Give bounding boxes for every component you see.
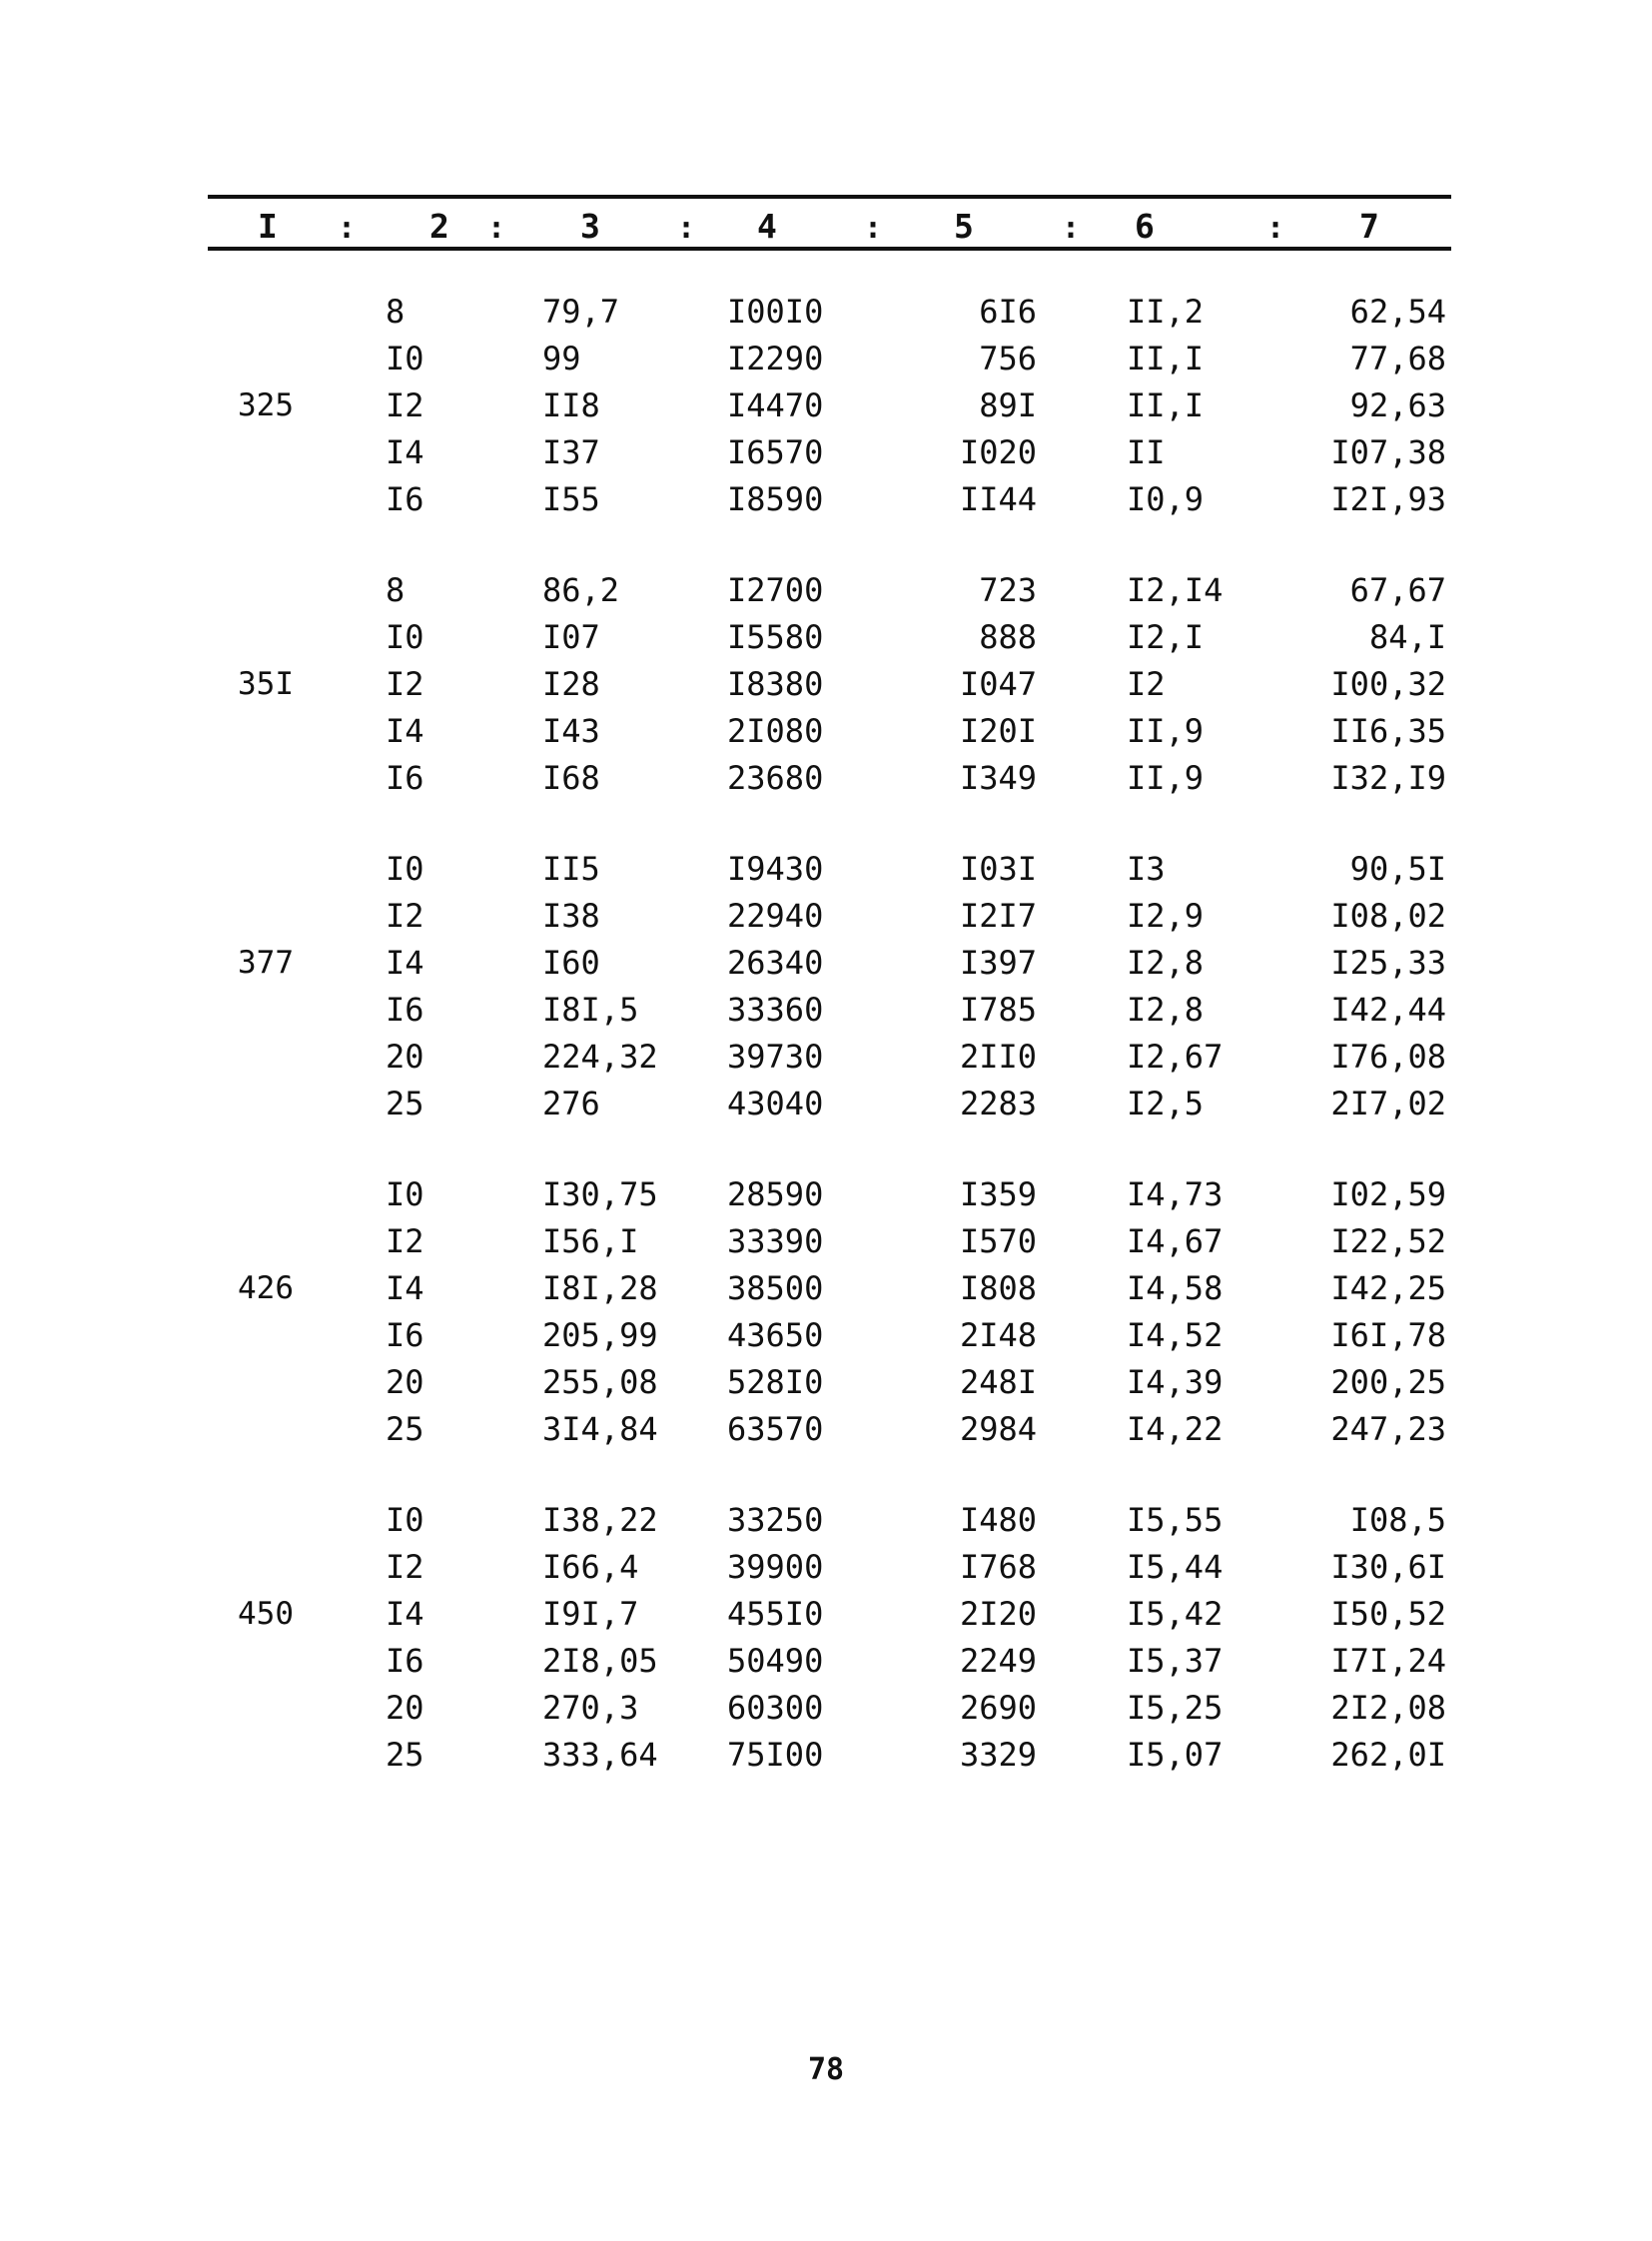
col-6-cell: I4,39 [1127,1363,1224,1401]
diameter-cell: 35I [238,666,294,702]
col-3-cell: 2I8,05 [542,1642,658,1680]
col-5-cell: 888 [979,618,1037,656]
wall-thickness-cell: I4 [386,433,424,471]
table-row [208,1544,1451,1591]
col-7-cell: 62,54 [1349,293,1446,331]
col-7-cell: 2I7,02 [1330,1085,1446,1122]
col-5-cell: 723 [979,571,1037,609]
col-6-cell: I4,22 [1127,1410,1224,1448]
table-row [208,567,1451,614]
col-6-cell: I4,52 [1127,1316,1224,1354]
diameter-cell: 325 [238,387,294,423]
col-3-cell: 205,99 [542,1316,658,1354]
table-row [208,1265,1451,1312]
table-header-row [208,209,1451,245]
col-7-cell: I42,25 [1330,1269,1446,1307]
table-row [208,708,1451,755]
wall-thickness-cell: 25 [386,1410,424,1448]
row-group [208,1497,1451,1779]
col-6-cell: II,I [1127,386,1205,424]
wall-thickness-cell: I0 [386,340,424,377]
col-4-cell: 2I080 [727,712,824,750]
col-6-cell: I4,67 [1127,1222,1224,1260]
col-7-cell: I76,08 [1330,1038,1446,1076]
table-row [208,476,1451,523]
wall-thickness-cell: 20 [386,1038,424,1076]
col-6-cell: I5,37 [1127,1642,1224,1680]
table-row [208,1685,1451,1732]
row-group [208,567,1451,802]
col-7-cell: 67,67 [1349,571,1446,609]
col-3-cell: I07 [542,618,600,656]
col-4-cell: 60300 [727,1689,824,1727]
col-3-cell: I9I,7 [542,1595,639,1633]
col-5-cell: 2283 [959,1085,1037,1122]
col-7-cell: 90,5I [1349,850,1446,888]
row-group [208,1171,1451,1453]
col-4-cell: 33250 [727,1501,824,1539]
diameter-cell: 377 [238,945,294,981]
table-row [208,336,1451,382]
col-3-cell: I28 [542,665,600,703]
col-7-cell: I07,38 [1330,433,1446,471]
col-3-cell: I37 [542,433,600,471]
wall-thickness-cell: I4 [386,1269,424,1307]
header-separator: : [1062,211,1081,246]
col-6-cell: I2,67 [1127,1038,1224,1076]
col-3-cell: I60 [542,944,600,982]
table-row [208,893,1451,940]
col-6-cell: II,9 [1127,759,1205,797]
col-6-cell: I5,25 [1127,1689,1224,1727]
col-5-cell: 6I6 [979,293,1037,331]
col-7-cell: 77,68 [1349,340,1446,377]
col-5-cell: I768 [959,1548,1037,1586]
table-row [208,940,1451,987]
header-col-5: 5 [954,207,974,246]
table-row [208,429,1451,476]
col-3-cell: I55 [542,480,600,518]
col-7-cell: I00,32 [1330,665,1446,703]
col-3-cell: I38,22 [542,1501,658,1539]
col-6-cell: I2,5 [1127,1085,1205,1122]
col-3-cell: 255,08 [542,1363,658,1401]
col-7-cell: 84,I [1368,618,1446,656]
col-5-cell: I359 [959,1175,1037,1213]
table-row [208,1732,1451,1779]
col-6-cell: I3 [1127,850,1166,888]
col-4-cell: 43650 [727,1316,824,1354]
col-3-cell: 224,32 [542,1038,658,1076]
col-6-cell: II,2 [1127,293,1205,331]
col-4-cell: I00I0 [727,293,824,331]
wall-thickness-cell: I6 [386,759,424,797]
col-4-cell: 23680 [727,759,824,797]
col-5-cell: I349 [959,759,1037,797]
col-4-cell: 455I0 [727,1595,824,1633]
col-5-cell: I808 [959,1269,1037,1307]
col-6-cell: I5,07 [1127,1736,1224,1774]
col-6-cell: II [1127,433,1166,471]
header-col-1: I [258,207,278,246]
col-4-cell: 528I0 [727,1363,824,1401]
wall-thickness-cell: I6 [386,1316,424,1354]
col-6-cell: I2,8 [1127,944,1205,982]
col-7-cell: I32,I9 [1330,759,1446,797]
col-3-cell: I8I,28 [542,1269,658,1307]
col-5-cell: 3329 [959,1736,1037,1774]
col-4-cell: I8380 [727,665,824,703]
col-7-cell: 92,63 [1349,386,1446,424]
col-6-cell: I5,55 [1127,1501,1224,1539]
col-6-cell: I5,42 [1127,1595,1224,1633]
col-5-cell: 2I20 [959,1595,1037,1633]
col-7-cell: I02,59 [1330,1175,1446,1213]
table-row [208,661,1451,708]
col-5-cell: 2690 [959,1689,1037,1727]
col-6-cell: I4,73 [1127,1175,1224,1213]
col-3-cell: II5 [542,850,600,888]
header-separator: : [338,211,357,246]
col-3-cell: 79,7 [542,293,620,331]
header-col-4: 4 [757,207,777,246]
col-4-cell: 43040 [727,1085,824,1122]
table-body [208,289,1451,1779]
table-row [208,1312,1451,1359]
col-3-cell: I56,I [542,1222,639,1260]
col-5-cell: I480 [959,1501,1037,1539]
col-6-cell: I2,9 [1127,897,1205,935]
col-5-cell: I03I [959,850,1037,888]
table-row [208,846,1451,893]
wall-thickness-cell: 25 [386,1736,424,1774]
col-7-cell: 247,23 [1330,1410,1446,1448]
diameter-cell: 450 [238,1596,294,1632]
diameter-cell: 426 [238,1270,294,1306]
col-5-cell: 2II0 [959,1038,1037,1076]
col-6-cell: I2,I [1127,618,1205,656]
table-row [208,382,1451,429]
col-4-cell: 50490 [727,1642,824,1680]
table-row [208,1638,1451,1685]
col-4-cell: I4470 [727,386,824,424]
col-5-cell: 248I [959,1363,1037,1401]
col-4-cell: 28590 [727,1175,824,1213]
col-4-cell: 63570 [727,1410,824,1448]
col-4-cell: I8590 [727,480,824,518]
header-separator: : [677,211,696,246]
col-5-cell: 89I [979,386,1037,424]
wall-thickness-cell: I6 [386,1642,424,1680]
wall-thickness-cell: 25 [386,1085,424,1122]
col-3-cell: 333,64 [542,1736,658,1774]
col-3-cell: I66,4 [542,1548,639,1586]
col-3-cell: 276 [542,1085,600,1122]
col-7-cell: I08,02 [1330,897,1446,935]
col-7-cell: I22,52 [1330,1222,1446,1260]
table-row [208,1218,1451,1265]
col-5-cell: I020 [959,433,1037,471]
table-header-rule [208,247,1451,251]
col-6-cell: II,I [1127,340,1205,377]
col-3-cell: 99 [542,340,581,377]
col-4-cell: I9430 [727,850,824,888]
col-5-cell: II44 [959,480,1037,518]
col-4-cell: I5580 [727,618,824,656]
col-4-cell: 75I00 [727,1736,824,1774]
wall-thickness-cell: 20 [386,1689,424,1727]
col-3-cell: I68 [542,759,600,797]
wall-thickness-cell: I4 [386,1595,424,1633]
wall-thickness-cell: I0 [386,1175,424,1213]
table-row [208,755,1451,802]
col-7-cell: I30,6I [1330,1548,1446,1586]
col-3-cell: 3I4,84 [542,1410,658,1448]
col-4-cell: 39730 [727,1038,824,1076]
col-6-cell: II,9 [1127,712,1205,750]
col-4-cell: 33390 [727,1222,824,1260]
col-4-cell: I2290 [727,340,824,377]
wall-thickness-cell: I2 [386,1548,424,1586]
col-6-cell: I2,I4 [1127,571,1224,609]
col-3-cell: I30,75 [542,1175,658,1213]
col-5-cell: I2I7 [959,897,1037,935]
col-5-cell: I047 [959,665,1037,703]
col-5-cell: I397 [959,944,1037,982]
col-3-cell: 86,2 [542,571,620,609]
col-4-cell: I2700 [727,571,824,609]
col-4-cell: 22940 [727,897,824,935]
header-col-2: 2 [429,207,449,246]
table-row [208,1406,1451,1453]
row-group [208,846,1451,1127]
table-row [208,1171,1451,1218]
table-top-rule [208,195,1451,199]
wall-thickness-cell: I2 [386,1222,424,1260]
col-3-cell: I38 [542,897,600,935]
header-separator: : [1266,211,1285,246]
wall-thickness-cell: I2 [386,665,424,703]
header-col-7: 7 [1359,207,1379,246]
col-6-cell: I5,44 [1127,1548,1224,1586]
col-7-cell: 200,25 [1330,1363,1446,1401]
header-separator: : [487,211,506,246]
header-col-6: 6 [1135,207,1155,246]
col-4-cell: 38500 [727,1269,824,1307]
page-number: 78 [807,2052,845,2087]
col-5-cell: I570 [959,1222,1037,1260]
col-5-cell: I20I [959,712,1037,750]
table-row [208,289,1451,336]
table-row [208,1081,1451,1127]
wall-thickness-cell: I2 [386,897,424,935]
wall-thickness-cell: I6 [386,480,424,518]
col-5-cell: 2984 [959,1410,1037,1448]
col-4-cell: I6570 [727,433,824,471]
col-7-cell: I2I,93 [1330,480,1446,518]
wall-thickness-cell: 20 [386,1363,424,1401]
wall-thickness-cell: I4 [386,944,424,982]
col-5-cell: I785 [959,991,1037,1029]
table-row [208,987,1451,1034]
col-7-cell: II6,35 [1330,712,1446,750]
col-7-cell: 262,0I [1330,1736,1446,1774]
data-table [208,195,1451,1823]
col-5-cell: 2I48 [959,1316,1037,1354]
wall-thickness-cell: I4 [386,712,424,750]
col-7-cell: I50,52 [1330,1595,1446,1633]
col-3-cell: I43 [542,712,600,750]
col-3-cell: I8I,5 [542,991,639,1029]
col-7-cell: I42,44 [1330,991,1446,1029]
col-5-cell: 2249 [959,1642,1037,1680]
col-7-cell: I25,33 [1330,944,1446,982]
col-7-cell: I08,5 [1349,1501,1446,1539]
col-5-cell: 756 [979,340,1037,377]
table-row [208,1034,1451,1081]
table-row [208,1359,1451,1406]
wall-thickness-cell: I2 [386,386,424,424]
col-3-cell: 270,3 [542,1689,639,1727]
col-3-cell: II8 [542,386,600,424]
table-row [208,1591,1451,1638]
col-4-cell: 33360 [727,991,824,1029]
wall-thickness-cell: 8 [386,571,406,609]
wall-thickness-cell: I0 [386,1501,424,1539]
col-4-cell: 39900 [727,1548,824,1586]
row-group [208,289,1451,523]
col-7-cell: 2I2,08 [1330,1689,1446,1727]
header-col-3: 3 [580,207,600,246]
col-6-cell: I2 [1127,665,1166,703]
wall-thickness-cell: 8 [386,293,406,331]
col-4-cell: 26340 [727,944,824,982]
wall-thickness-cell: I6 [386,991,424,1029]
col-6-cell: I4,58 [1127,1269,1224,1307]
wall-thickness-cell: I0 [386,850,424,888]
table-row [208,1497,1451,1544]
col-6-cell: I2,8 [1127,991,1205,1029]
col-7-cell: I6I,78 [1330,1316,1446,1354]
col-6-cell: I0,9 [1127,480,1205,518]
table-row [208,614,1451,661]
col-7-cell: I7I,24 [1330,1642,1446,1680]
header-separator: : [864,211,883,246]
wall-thickness-cell: I0 [386,618,424,656]
